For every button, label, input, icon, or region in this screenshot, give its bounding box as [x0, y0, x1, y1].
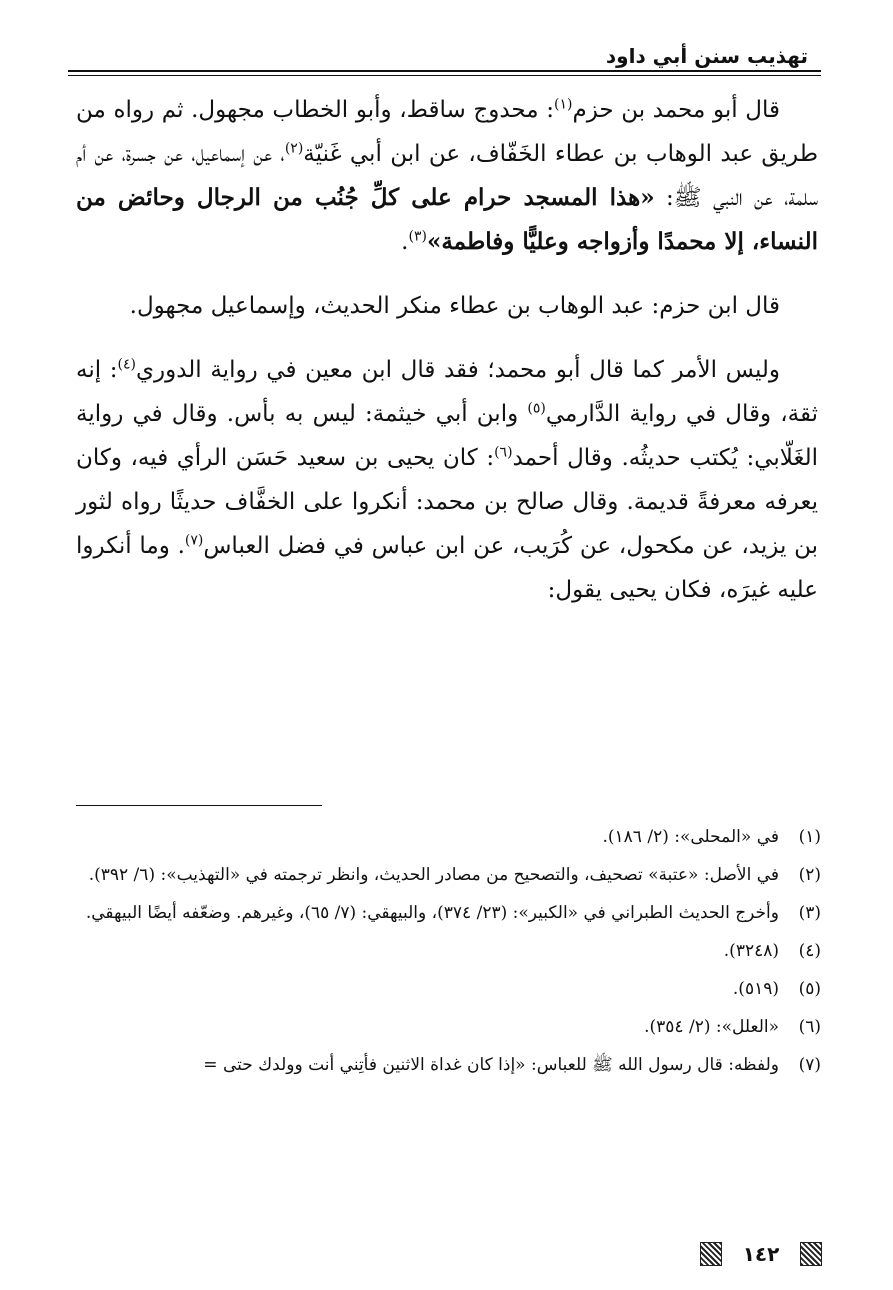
- running-head: تهذيب سنن أبي داود: [605, 44, 808, 68]
- footnote-1: [76, 820, 821, 854]
- footnote-text: (٥١٩).: [732, 979, 779, 999]
- footnote-ref-1: (١): [554, 96, 573, 113]
- header-rule-thin: [68, 75, 821, 76]
- footnote-number: (١): [798, 827, 821, 847]
- header-rule-thick: [68, 70, 821, 72]
- footnote-text: في «المحلى»: (٢/ ١٨٦).: [602, 827, 779, 847]
- footnote-4: [76, 934, 821, 968]
- footnote-5: [76, 972, 821, 1006]
- p3-text-b: : إنه ثقة، وقال في رواية الدَّارمي: [76, 357, 818, 427]
- paragraph-1: [76, 88, 818, 264]
- footnote-ref-3: (٣): [408, 228, 427, 245]
- footnote-text: ولفظه: قال رسول الله ﷺ للعباس: «إذا كان غداة الاثنين فأتِني أنت وولدك حتى =: [203, 1055, 779, 1075]
- footnote-number: (٥): [798, 979, 821, 999]
- footnotes: [76, 820, 821, 1086]
- p1-text-d: .: [401, 229, 409, 255]
- footnote-ref-7: (٧): [184, 532, 204, 549]
- footnote-6: [76, 1010, 821, 1044]
- footnote-text: في الأصل: «عتبة» تصحيف، والتصحيح من مصادر الحديث، وانظر ترجمته في «التهذيب»: (٦/ ٣٩٢).: [88, 865, 779, 885]
- p3-text-e: . وما أنكروا عليه غيرَه، فكان يحيى يقول:: [76, 533, 818, 603]
- footnote-ref-4: (٤): [117, 356, 136, 373]
- paragraph-3: [76, 348, 818, 612]
- p1-text-c: ، عن إسماعيل، عن جسرة، عن أم سلمة، عن النبي ﷺ:: [76, 141, 818, 211]
- footnote-number: (٢): [798, 865, 821, 885]
- footnote-number: (٤): [798, 941, 821, 961]
- footnote-ref-2: (٢): [284, 140, 304, 157]
- page-number: ١٤٢: [742, 1242, 780, 1266]
- footnote-number: (٦): [798, 1017, 821, 1037]
- footnote-number: (٣): [798, 903, 821, 923]
- footnote-number: (٧): [798, 1055, 821, 1075]
- footnote-text: (٣٢٤٨).: [723, 941, 779, 961]
- ornament-icon: [800, 1242, 822, 1266]
- page-number-block: [700, 1240, 822, 1268]
- paragraph-2: قال ابن حزم: عبد الوهاب بن عطاء منكر الحديث، وإسماعيل مجهول.: [129, 293, 780, 319]
- p3-text-a: وليس الأمر كما قال أبو محمد؛ فقد قال ابن معين في رواية الدوري: [136, 357, 780, 383]
- p3-text-c: وابن أبي خيثمة: ليس به بأس. وقال في رواية الغَلّابي: يُكتب حديثُه. وقال أحمد: [76, 401, 818, 471]
- footnote-ref-5: (٥): [527, 400, 546, 417]
- hadith-quote: «هذا المسجد حرام على كلِّ جُنُب من الرجال وحائض من النساء، إلا محمدًا وأزواجه وعليًّا وفاطمة»: [76, 184, 818, 255]
- footnote-text: وأخرج الحديث الطبراني في «الكبير»: (٢٣/ ٣٧٤)، والبيهقي: (٧/ ٦٥)، وغيرهم. وضعّفه أيضًا البيهقي.: [85, 903, 779, 923]
- ornament-icon: [700, 1242, 722, 1266]
- p1-text-a: قال أبو محمد بن حزم: [572, 97, 781, 123]
- footnote-separator: [76, 805, 322, 806]
- p1-text-b: : محدوج ساقط، وأبو الخطاب مجهول. ثم رواه من طريق عبد الوهاب بن عطاء الخَفّاف، عن ابن أبي غَنيّة: [76, 97, 818, 167]
- footnote-3: [76, 896, 821, 930]
- main-text: [76, 88, 818, 632]
- p3-text-d: : كان يحيى بن سعيد حَسَن الرأي فيه، وكان يعرفه معرفةً قديمة. وقال صالح بن محمد: أنكروا على الخفَّاف حديثًا رواه لثور بن يزيد، عن مكحول، عن كُرَيب، عن ابن عباس في فضل العباس: [76, 445, 818, 559]
- footnote-ref-6: (٦): [494, 444, 513, 461]
- footnote-2: [76, 858, 821, 892]
- footnote-text: «العلل»: (٢/ ٣٥٤).: [644, 1017, 779, 1037]
- footnote-7: [76, 1048, 821, 1082]
